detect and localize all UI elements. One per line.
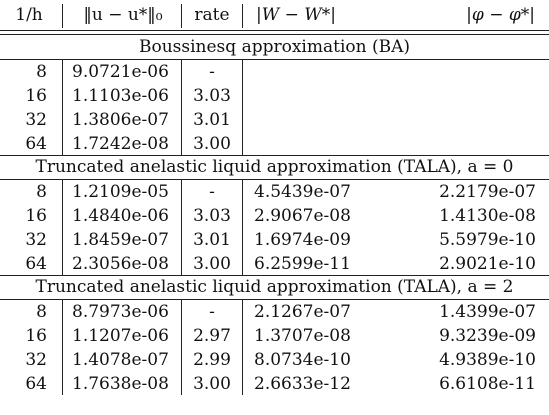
cell-phi-error: 2.9021e-10 xyxy=(439,254,536,274)
cell-u-error: 1.7638e-08 xyxy=(72,374,169,394)
cell-u-error: 9.0721e-06 xyxy=(72,62,169,82)
cell-rate: 3.01 xyxy=(193,230,231,250)
cell-h: 64 xyxy=(25,254,47,274)
column-separator xyxy=(242,179,243,275)
cell-phi-error: 6.6108e-11 xyxy=(439,374,536,394)
cell-rate: 3.00 xyxy=(193,254,231,274)
cell-phi-error: 1.4399e-07 xyxy=(439,302,536,322)
table-header xyxy=(0,0,549,32)
header-rule-bottom xyxy=(0,34,549,35)
column-separator xyxy=(62,59,63,155)
cell-u-error: 1.2109e-05 xyxy=(72,182,169,202)
header-u-error: ‖u − u*‖₀ xyxy=(83,5,163,25)
cell-phi-error: 5.5979e-10 xyxy=(439,230,536,250)
column-separator xyxy=(181,179,182,275)
cell-rate: 3.00 xyxy=(193,134,231,154)
section-title: Truncated anelastic liquid approximation (TALA), a = 0 xyxy=(35,157,514,177)
cell-u-error: 1.7242e-08 xyxy=(72,134,169,154)
cell-u-error: 1.3806e-07 xyxy=(72,110,169,130)
cell-h: 32 xyxy=(25,110,47,130)
cell-w-error: 1.3707e-08 xyxy=(254,326,351,346)
cell-rate: - xyxy=(209,302,215,322)
cell-rate: 3.03 xyxy=(193,206,231,226)
cell-h: 8 xyxy=(36,302,47,322)
cell-w-error: 8.0734e-10 xyxy=(254,350,351,370)
cell-w-error: 2.9067e-08 xyxy=(254,206,351,226)
cell-rate: 3.00 xyxy=(193,374,231,394)
cell-rate: 3.03 xyxy=(193,86,231,106)
section-rule xyxy=(0,179,549,180)
cell-u-error: 1.4078e-07 xyxy=(72,350,169,370)
cell-u-error: 1.1207e-06 xyxy=(72,326,169,346)
cell-h: 32 xyxy=(25,350,47,370)
cell-h: 64 xyxy=(25,374,47,394)
cell-h: 16 xyxy=(25,206,47,226)
cell-w-error: 6.2599e-11 xyxy=(254,254,351,274)
cell-u-error: 1.4840e-06 xyxy=(72,206,169,226)
section-title: Boussinesq approximation (BA) xyxy=(138,37,410,57)
header-separator-3 xyxy=(242,4,243,28)
cell-h: 64 xyxy=(25,134,47,154)
column-separator xyxy=(181,299,182,395)
header-w-error: |W − W*| xyxy=(256,5,336,25)
header-rate: rate xyxy=(194,5,230,25)
header-rule-top xyxy=(0,30,549,31)
cell-phi-error: 1.4130e-08 xyxy=(439,206,536,226)
column-separator xyxy=(62,299,63,395)
cell-h: 8 xyxy=(36,182,47,202)
cell-u-error: 2.3056e-08 xyxy=(72,254,169,274)
cell-rate: - xyxy=(209,182,215,202)
cell-w-error: 1.6974e-09 xyxy=(254,230,351,250)
section-rule xyxy=(0,59,549,60)
cell-phi-error: 9.3239e-09 xyxy=(439,326,536,346)
column-separator xyxy=(62,179,63,275)
cell-h: 32 xyxy=(25,230,47,250)
cell-rate: 3.01 xyxy=(193,110,231,130)
header-h: 1/h xyxy=(15,5,43,25)
cell-h: 8 xyxy=(36,62,47,82)
header-phi-error: |φ − φ*| xyxy=(466,5,535,25)
header-separator-1 xyxy=(62,4,63,28)
cell-phi-error: 4.9389e-10 xyxy=(439,350,536,370)
cell-u-error: 1.1103e-06 xyxy=(72,86,169,106)
cell-u-error: 1.8459e-07 xyxy=(72,230,169,250)
column-separator xyxy=(242,59,243,155)
section-rule xyxy=(0,299,549,300)
header-separator-2 xyxy=(181,4,182,28)
cell-h: 16 xyxy=(25,86,47,106)
column-separator xyxy=(181,59,182,155)
cell-u-error: 8.7973e-06 xyxy=(72,302,169,322)
cell-phi-error: 2.2179e-07 xyxy=(439,182,536,202)
section-title: Truncated anelastic liquid approximation (TALA), a = 2 xyxy=(35,277,514,297)
cell-h: 16 xyxy=(25,326,47,346)
cell-w-error: 2.6633e-12 xyxy=(254,374,351,394)
cell-rate: - xyxy=(209,62,215,82)
column-separator xyxy=(242,299,243,395)
cell-rate: 2.99 xyxy=(193,350,231,370)
cell-w-error: 4.5439e-07 xyxy=(254,182,351,202)
cell-w-error: 2.1267e-07 xyxy=(254,302,351,322)
cell-rate: 2.97 xyxy=(193,326,231,346)
